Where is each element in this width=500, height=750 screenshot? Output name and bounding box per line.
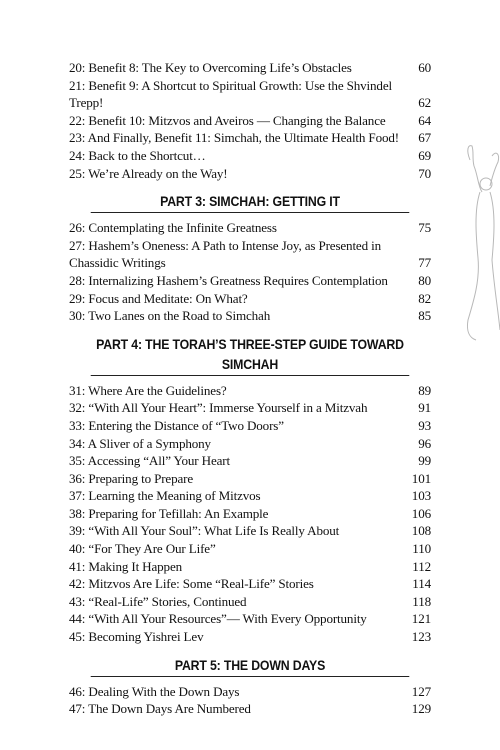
toc-entry-title: 24: Back to the Shortcut… — [69, 147, 206, 163]
toc-entry — [69, 470, 431, 488]
toc-entry-page: 108 — [411, 523, 431, 539]
toc-entry-page: 106 — [411, 505, 431, 521]
toc-entry-page: 101 — [411, 470, 431, 486]
toc-entry-title: 45: Becoming Yishrei Lev — [69, 629, 204, 645]
toc-entry — [69, 575, 431, 593]
toc-entry-title: 25: We’re Already on the Way! — [69, 165, 228, 181]
toc-entry-title: 41: Making It Happen — [69, 558, 183, 574]
toc-entry — [69, 382, 431, 400]
toc-entry-title: 38: Preparing for Tefillah: An Example — [69, 505, 269, 521]
toc-entry — [69, 540, 431, 558]
toc-entry-title: 27: Hashem’s Oneness: A Path to Intense Joy, as Presented in Chassidic Writings — [69, 237, 382, 271]
table-of-contents — [69, 59, 431, 718]
toc-entry — [69, 307, 431, 325]
toc-entry-title: 44: “With All Your Resources”— With Every Opportunity — [69, 611, 367, 627]
toc-entry-page: 89 — [418, 382, 431, 398]
toc-entry — [69, 628, 431, 646]
toc-entry-title: 47: The Down Days Are Numbered — [69, 701, 251, 717]
toc-entry-page: 70 — [418, 165, 431, 181]
toc-entry — [69, 219, 431, 237]
toc-entry-page: 67 — [418, 130, 431, 146]
toc-entry — [69, 417, 431, 435]
toc-entry-title: 35: Accessing “All” Your Heart — [69, 453, 230, 469]
toc-section-b — [69, 219, 431, 325]
toc-entry — [69, 558, 431, 576]
toc-entry — [69, 505, 431, 523]
toc-entry — [69, 59, 431, 77]
toc-entry-page: 114 — [412, 576, 431, 592]
toc-entry-page: 96 — [418, 435, 431, 451]
toc-entry — [69, 165, 431, 183]
toc-entry-title: 32: “With All Your Heart”: Immerse Yourself in a Mitzvah — [69, 400, 368, 416]
toc-entry-title: 36: Preparing to Prepare — [69, 470, 194, 486]
toc-entry-title: 26: Contemplating the Infinite Greatness — [69, 220, 277, 236]
toc-entry-page: 62 — [418, 95, 431, 111]
toc-entry — [69, 683, 431, 701]
toc-entry-page: 123 — [411, 629, 431, 645]
toc-entry-title: 34: A Sliver of a Symphony — [69, 435, 211, 451]
toc-entry-page: 127 — [411, 683, 431, 699]
toc-entry-page: 75 — [418, 220, 431, 236]
dancing-figure-illustration — [448, 140, 500, 350]
toc-section-a — [69, 59, 431, 182]
toc-section-c — [69, 382, 431, 646]
toc-entry-title: 22: Benefit 10: Mitzvos and Aveiros — Changing the Balance — [69, 112, 386, 128]
toc-entry-title: 23: And Finally, Benefit 11: Simchah, the Ultimate Health Food! — [69, 130, 399, 146]
toc-entry-title: 33: Entering the Distance of “Two Doors” — [69, 417, 284, 433]
toc-entry-page: 91 — [418, 400, 431, 416]
toc-entry-title: 29: Focus and Meditate: On What? — [69, 290, 248, 306]
toc-entry-title: 42: Mitzvos Are Life: Some “Real-Life” Stories — [69, 576, 314, 592]
toc-entry-title: 43: “Real-Life” Stories, Continued — [69, 593, 247, 609]
toc-entry — [69, 272, 431, 290]
toc-entry — [69, 237, 431, 272]
toc-entry-page: 121 — [411, 611, 431, 627]
toc-entry-title: 21: Benefit 9: A Shortcut to Spiritual Growth: Use the Shvindel Trepp! — [69, 77, 392, 111]
toc-entry — [69, 147, 431, 165]
toc-entry-page: 77 — [418, 255, 431, 271]
toc-entry-title: 37: Learning the Meaning of Mitzvos — [69, 488, 261, 504]
toc-entry — [69, 129, 431, 147]
toc-entry-page: 118 — [412, 593, 431, 609]
toc-entry — [69, 700, 431, 718]
part-3-heading: PART 3: SIMCHAH: GETTING IT — [91, 186, 410, 213]
toc-entry-title: 30: Two Lanes on the Road to Simchah — [69, 308, 271, 324]
toc-entry-title: 28: Internalizing Hashem’s Greatness Requires Contemplation — [69, 272, 388, 288]
toc-entry — [69, 522, 431, 540]
part-4-heading: PART 4: THE TORAH’S THREE-STEP GUIDE TOWARD SIMCHAH — [91, 329, 410, 376]
toc-entry-page: 93 — [418, 417, 431, 433]
toc-entry-page: 129 — [411, 701, 431, 717]
toc-entry — [69, 290, 431, 308]
toc-section-d — [69, 683, 431, 718]
toc-entry — [69, 399, 431, 417]
toc-entry-page: 80 — [418, 272, 431, 288]
toc-entry-page: 85 — [418, 308, 431, 324]
toc-entry — [69, 77, 431, 112]
toc-entry-page: 99 — [418, 453, 431, 469]
toc-entry-page: 60 — [418, 60, 431, 75]
toc-entry-page: 103 — [411, 488, 431, 504]
toc-entry-page: 64 — [418, 112, 431, 128]
toc-entry-page: 112 — [412, 558, 431, 574]
toc-entry — [69, 112, 431, 130]
toc-entry — [69, 435, 431, 453]
part-5-heading: PART 5: THE DOWN DAYS — [91, 650, 410, 677]
toc-entry — [69, 487, 431, 505]
toc-entry-title: 40: “For They Are Our Life” — [69, 541, 216, 557]
toc-entry — [69, 610, 431, 628]
toc-entry-page: 82 — [418, 290, 431, 306]
toc-entry — [69, 593, 431, 611]
toc-entry-title: 46: Dealing With the Down Days — [69, 683, 240, 699]
toc-entry — [69, 452, 431, 470]
toc-entry-title: 39: “With All Your Soul”: What Life Is Really About — [69, 523, 340, 539]
toc-entry-title: 20: Benefit 8: The Key to Overcoming Life’s Obstacles — [69, 60, 352, 75]
toc-entry-page: 69 — [418, 147, 431, 163]
toc-entry-page: 110 — [412, 541, 431, 557]
toc-entry-title: 31: Where Are the Guidelines? — [69, 382, 227, 398]
